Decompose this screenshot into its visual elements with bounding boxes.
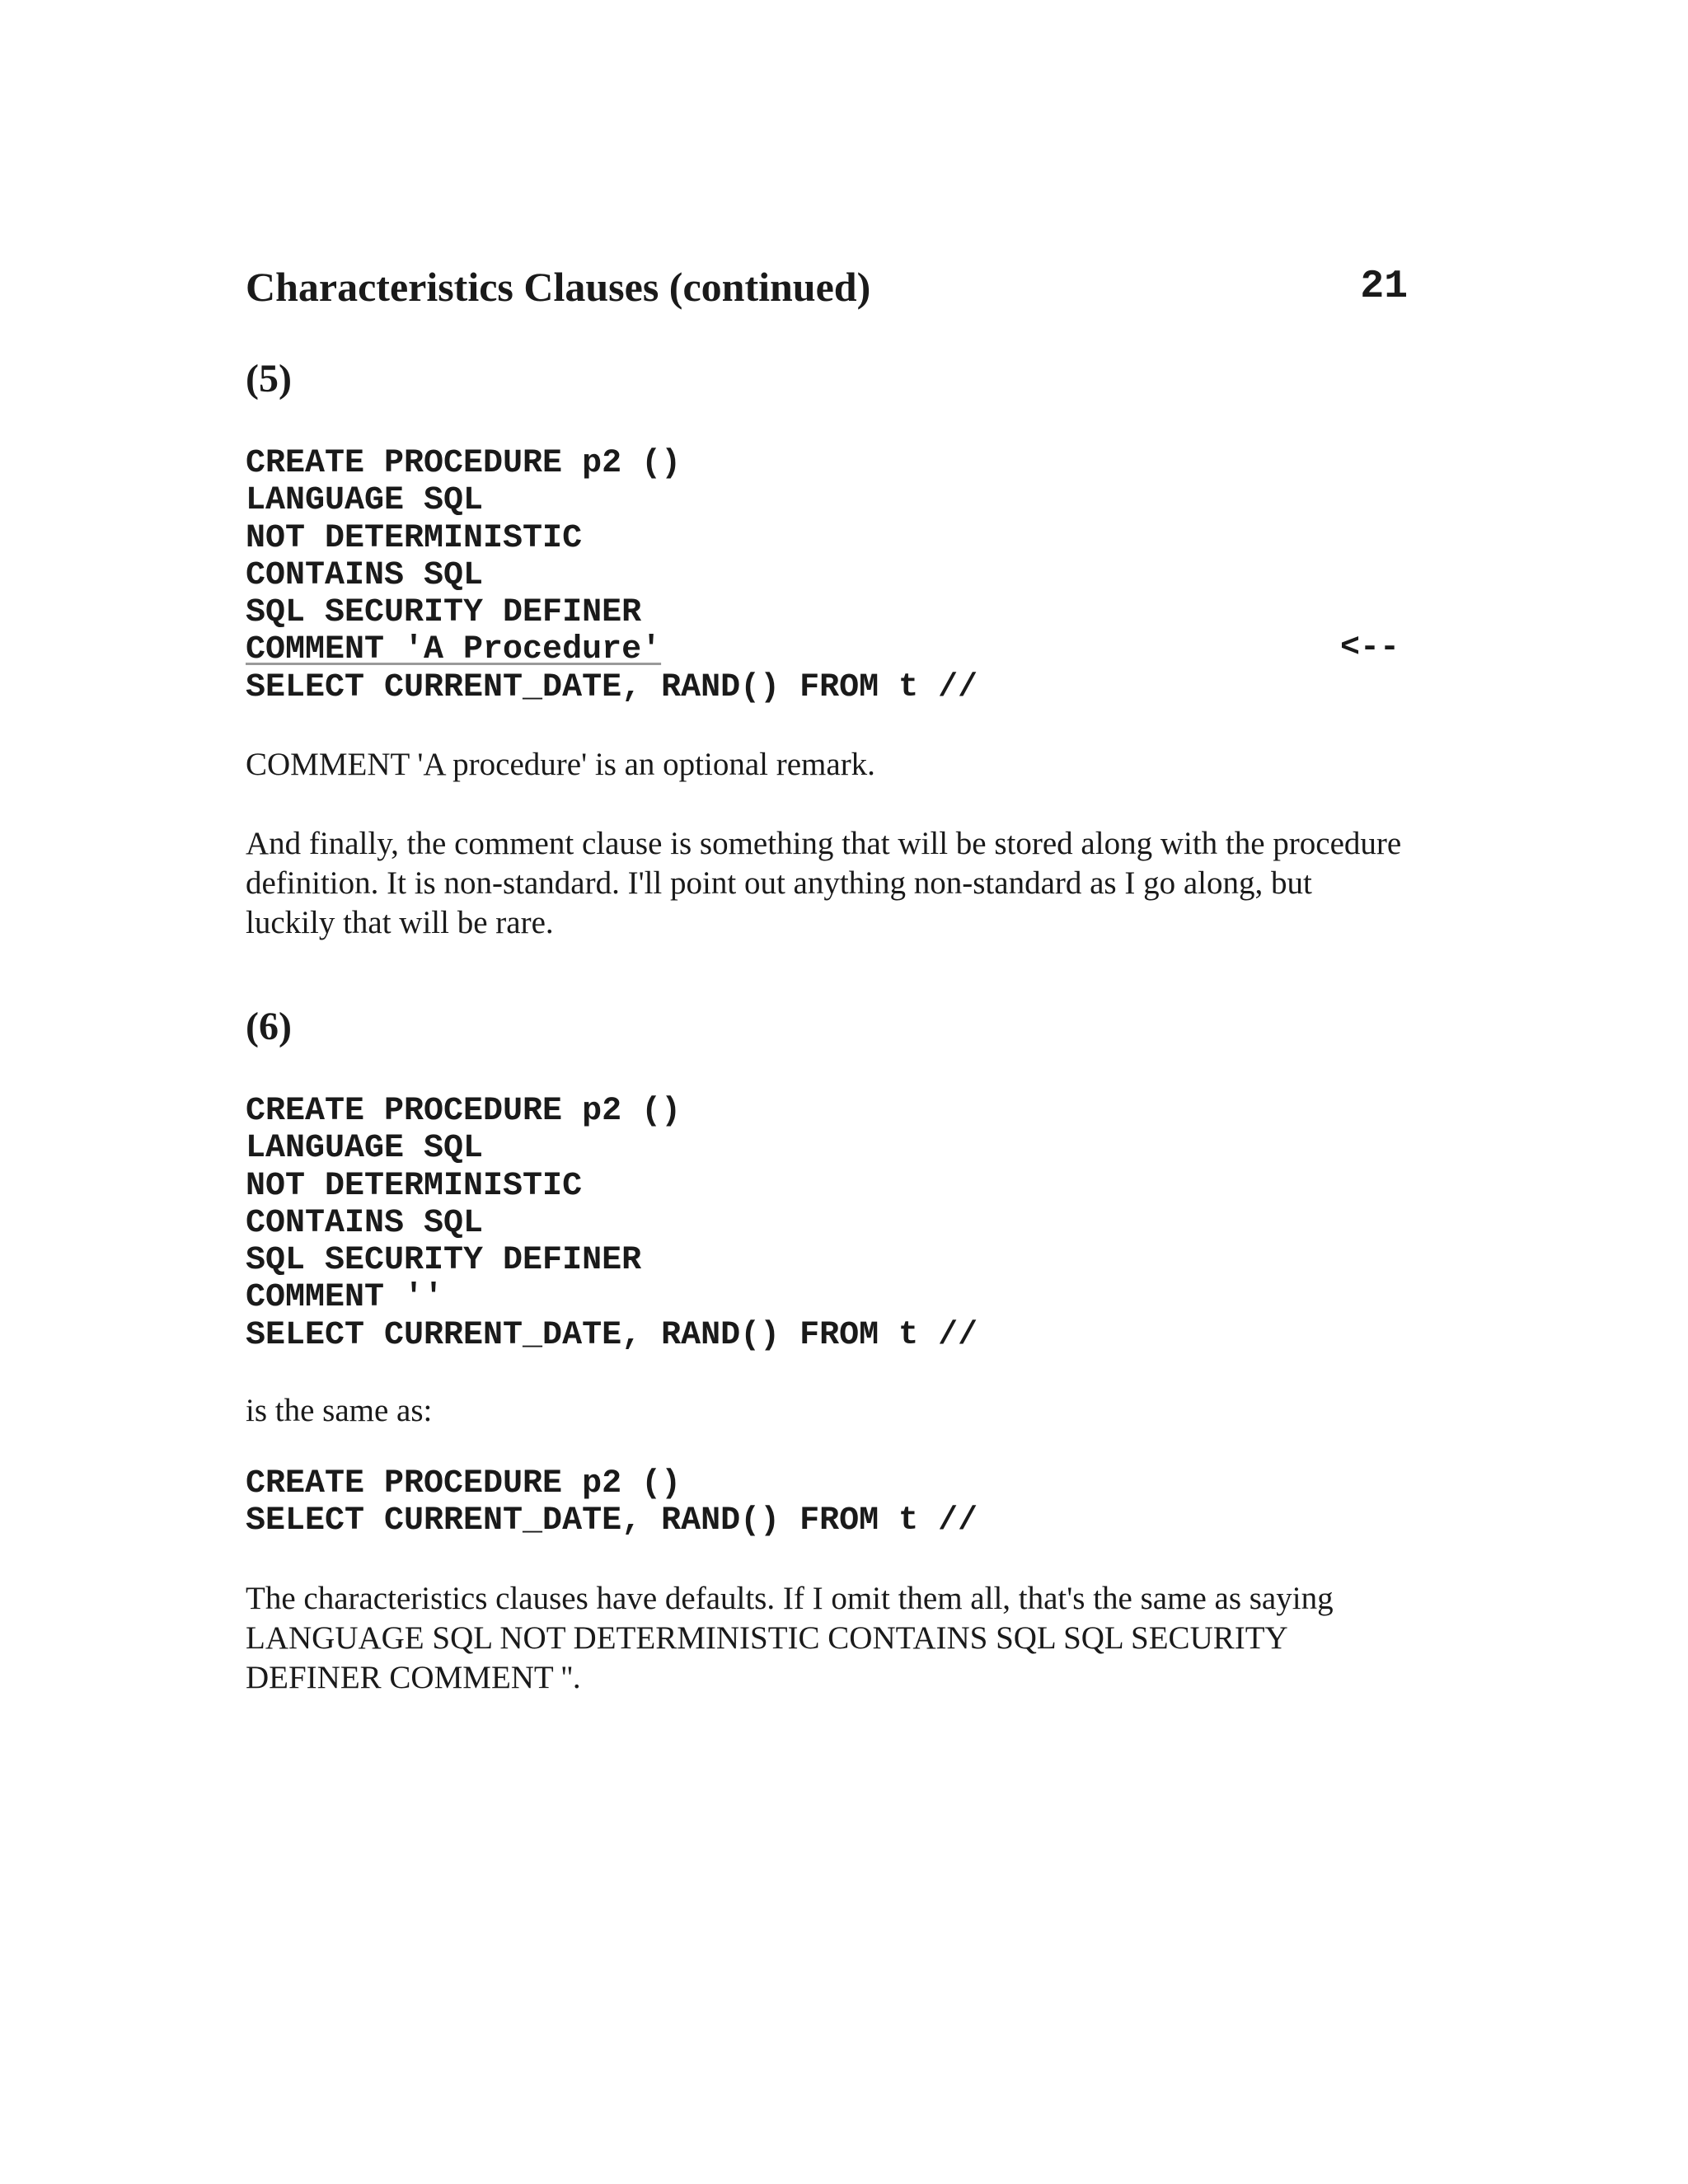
code-line: LANGUAGE SQL <box>246 482 484 520</box>
short-code-block <box>246 1465 978 1540</box>
same-as-text: is the same as: <box>246 1393 433 1428</box>
code-line: CONTAINS SQL <box>246 1204 484 1242</box>
section-5-explanation <box>246 824 1432 943</box>
code-line: SELECT CURRENT_DATE, RAND() FROM t // <box>246 668 978 706</box>
section-5-label: (5) <box>246 357 292 401</box>
section-6-label: (6) <box>246 1005 292 1048</box>
paragraph-line: luckily that will be rare. <box>246 905 554 940</box>
code-line: COMMENT '' <box>246 1279 444 1317</box>
code-line: CREATE PROCEDURE p2 () <box>246 445 682 482</box>
code-line: SELECT CURRENT_DATE, RAND() FROM t // <box>246 1502 978 1540</box>
paragraph-line: And finally, the comment clause is something that will be stored along with the procedure <box>246 826 1402 861</box>
code-line: NOT DETERMINISTIC <box>246 519 583 557</box>
highlighted-comment-line: COMMENT 'A Procedure' <box>246 631 662 669</box>
paragraph-line: LANGUAGE SQL NOT DETERMINISTIC CONTAINS SQL SQL SECURITY <box>246 1620 1288 1656</box>
code-line: SQL SECURITY DEFINER <box>246 594 642 632</box>
code-line: SQL SECURITY DEFINER <box>246 1242 642 1280</box>
page-title: Characteristics Clauses (continued) <box>246 264 871 310</box>
code-line: CREATE PROCEDURE p2 () <box>246 1093 682 1130</box>
paragraph-line: definition. It is non-standard. I'll point out anything non-standard as I go along, but <box>246 865 1312 901</box>
section-6-explanation <box>246 1579 1432 1698</box>
code-line: LANGUAGE SQL <box>246 1130 484 1168</box>
section-5-note: COMMENT 'A procedure' is an optional remark. <box>246 747 875 782</box>
section-6-code-block <box>246 1093 978 1354</box>
page-number: 21 <box>1360 265 1408 309</box>
section-5-code-block <box>246 445 978 706</box>
paragraph-line: DEFINER COMMENT ''. <box>246 1660 581 1695</box>
code-line: SELECT CURRENT_DATE, RAND() FROM t // <box>246 1316 978 1354</box>
code-line: CONTAINS SQL <box>246 556 484 594</box>
code-line: CREATE PROCEDURE p2 () <box>246 1465 682 1502</box>
code-line: NOT DETERMINISTIC <box>246 1167 583 1205</box>
arrow-marker: <-- <box>1340 630 1400 667</box>
paragraph-line: The characteristics clauses have defaults. If I omit them all, that's the same as saying <box>246 1581 1334 1616</box>
